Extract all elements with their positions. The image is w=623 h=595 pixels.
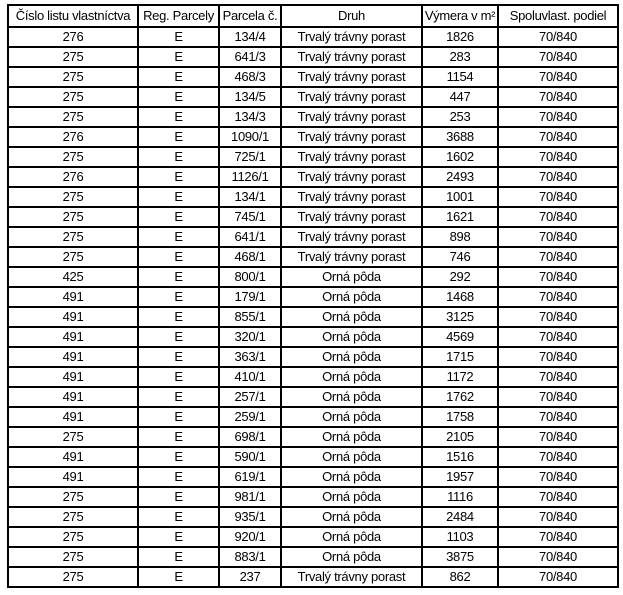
cell-druh: Trvalý trávny porast — [281, 127, 422, 147]
cell-podiel: 70/840 — [498, 527, 618, 547]
cell-cislo-listu: 491 — [8, 407, 138, 427]
cell-podiel: 70/840 — [498, 407, 618, 427]
cell-reg-parcely: E — [138, 367, 219, 387]
cell-druh: Orná pôda — [281, 347, 422, 367]
table-row — [8, 447, 618, 467]
cell-vymera: 1957 — [422, 467, 498, 487]
cell-cislo-listu: 491 — [8, 347, 138, 367]
cell-parcela-c: 134/1 — [219, 187, 281, 207]
cell-druh: Trvalý trávny porast — [281, 67, 422, 87]
cell-vymera: 2484 — [422, 507, 498, 527]
cell-reg-parcely: E — [138, 207, 219, 227]
cell-vymera: 1758 — [422, 407, 498, 427]
table-row — [8, 287, 618, 307]
cell-druh: Trvalý trávny porast — [281, 167, 422, 187]
cell-vymera: 1154 — [422, 67, 498, 87]
table-row — [8, 487, 618, 507]
cell-druh: Trvalý trávny porast — [281, 187, 422, 207]
cell-reg-parcely: E — [138, 87, 219, 107]
cell-vymera: 1516 — [422, 447, 498, 467]
cell-podiel: 70/840 — [498, 147, 618, 167]
cell-parcela-c: 363/1 — [219, 347, 281, 367]
table-row — [8, 87, 618, 107]
cell-vymera: 746 — [422, 247, 498, 267]
cell-cislo-listu: 275 — [8, 547, 138, 567]
cell-parcela-c: 134/5 — [219, 87, 281, 107]
cell-cislo-listu: 275 — [8, 227, 138, 247]
cell-reg-parcely: E — [138, 527, 219, 547]
header-row — [8, 5, 618, 27]
cell-podiel: 70/840 — [498, 447, 618, 467]
header-vymera: Výmera v m² — [422, 5, 498, 27]
cell-podiel: 70/840 — [498, 307, 618, 327]
cell-cislo-listu: 275 — [8, 67, 138, 87]
cell-podiel: 70/840 — [498, 127, 618, 147]
cell-podiel: 70/840 — [498, 387, 618, 407]
cell-podiel: 70/840 — [498, 467, 618, 487]
cell-vymera: 1468 — [422, 287, 498, 307]
cell-reg-parcely: E — [138, 347, 219, 367]
cell-parcela-c: 641/1 — [219, 227, 281, 247]
cell-podiel: 70/840 — [498, 547, 618, 567]
cell-druh: Trvalý trávny porast — [281, 27, 422, 47]
cell-druh: Orná pôda — [281, 367, 422, 387]
table-header — [8, 5, 618, 27]
cell-vymera: 292 — [422, 267, 498, 287]
cell-druh: Orná pôda — [281, 527, 422, 547]
table-row — [8, 307, 618, 327]
cell-reg-parcely: E — [138, 507, 219, 527]
table-row — [8, 347, 618, 367]
cell-reg-parcely: E — [138, 467, 219, 487]
cell-vymera: 1001 — [422, 187, 498, 207]
cell-druh: Orná pôda — [281, 307, 422, 327]
cell-reg-parcely: E — [138, 127, 219, 147]
header-spoluvlast-podiel: Spoluvlast. podiel — [498, 5, 618, 27]
cell-podiel: 70/840 — [498, 67, 618, 87]
cell-cislo-listu: 275 — [8, 527, 138, 547]
cell-reg-parcely: E — [138, 167, 219, 187]
cell-parcela-c: 855/1 — [219, 307, 281, 327]
cell-druh: Orná pôda — [281, 327, 422, 347]
cell-reg-parcely: E — [138, 247, 219, 267]
header-druh: Druh — [281, 5, 422, 27]
cell-parcela-c: 698/1 — [219, 427, 281, 447]
cell-vymera: 3875 — [422, 547, 498, 567]
cell-reg-parcely: E — [138, 487, 219, 507]
cell-vymera: 1602 — [422, 147, 498, 167]
cell-reg-parcely: E — [138, 227, 219, 247]
cell-vymera: 3125 — [422, 307, 498, 327]
cell-vymera: 862 — [422, 567, 498, 587]
table-row — [8, 547, 618, 567]
cell-cislo-listu: 275 — [8, 47, 138, 67]
table-row — [8, 367, 618, 387]
cell-vymera: 2493 — [422, 167, 498, 187]
cell-parcela-c: 134/3 — [219, 107, 281, 127]
cell-vymera: 1116 — [422, 487, 498, 507]
cell-reg-parcely: E — [138, 107, 219, 127]
cell-cislo-listu: 275 — [8, 187, 138, 207]
cell-druh: Orná pôda — [281, 487, 422, 507]
cell-druh: Trvalý trávny porast — [281, 247, 422, 267]
cell-podiel: 70/840 — [498, 87, 618, 107]
table-row — [8, 247, 618, 267]
table-row — [8, 127, 618, 147]
cell-vymera: 1826 — [422, 27, 498, 47]
cell-parcela-c: 179/1 — [219, 287, 281, 307]
cell-vymera: 3688 — [422, 127, 498, 147]
cell-podiel: 70/840 — [498, 167, 618, 187]
cell-cislo-listu: 425 — [8, 267, 138, 287]
cell-druh: Trvalý trávny porast — [281, 207, 422, 227]
table-row — [8, 187, 618, 207]
table-body — [8, 27, 618, 587]
cell-cislo-listu: 275 — [8, 427, 138, 447]
cell-reg-parcely: E — [138, 387, 219, 407]
cell-reg-parcely: E — [138, 187, 219, 207]
cell-druh: Orná pôda — [281, 267, 422, 287]
cell-vymera: 2105 — [422, 427, 498, 447]
cell-parcela-c: 883/1 — [219, 547, 281, 567]
cell-cislo-listu: 275 — [8, 207, 138, 227]
table-row — [8, 27, 618, 47]
cell-parcela-c: 981/1 — [219, 487, 281, 507]
cell-cislo-listu: 491 — [8, 327, 138, 347]
cell-cislo-listu: 275 — [8, 147, 138, 167]
cell-cislo-listu: 275 — [8, 87, 138, 107]
cell-vymera: 898 — [422, 227, 498, 247]
cell-vymera: 1715 — [422, 347, 498, 367]
table-row — [8, 207, 618, 227]
cell-druh: Trvalý trávny porast — [281, 87, 422, 107]
cell-vymera: 4569 — [422, 327, 498, 347]
table-row — [8, 167, 618, 187]
cell-vymera: 283 — [422, 47, 498, 67]
cell-reg-parcely: E — [138, 47, 219, 67]
header-cislo-listu-vlastnictva: Číslo listu vlastníctva — [8, 5, 138, 27]
table-row — [8, 267, 618, 287]
cell-podiel: 70/840 — [498, 327, 618, 347]
cell-podiel: 70/840 — [498, 487, 618, 507]
cell-vymera: 1621 — [422, 207, 498, 227]
cell-druh: Trvalý trávny porast — [281, 107, 422, 127]
cell-podiel: 70/840 — [498, 207, 618, 227]
cell-cislo-listu: 275 — [8, 507, 138, 527]
cell-parcela-c: 725/1 — [219, 147, 281, 167]
cell-cislo-listu: 491 — [8, 467, 138, 487]
table-row — [8, 147, 618, 167]
cell-druh: Trvalý trávny porast — [281, 47, 422, 67]
cell-podiel: 70/840 — [498, 247, 618, 267]
cell-parcela-c: 619/1 — [219, 467, 281, 487]
cell-druh: Orná pôda — [281, 547, 422, 567]
cell-parcela-c: 259/1 — [219, 407, 281, 427]
cell-druh: Trvalý trávny porast — [281, 227, 422, 247]
cell-parcela-c: 590/1 — [219, 447, 281, 467]
cell-parcela-c: 1126/1 — [219, 167, 281, 187]
table-row — [8, 567, 618, 587]
cell-podiel: 70/840 — [498, 567, 618, 587]
cell-reg-parcely: E — [138, 287, 219, 307]
header-parcela-c: Parcela č. — [219, 5, 281, 27]
cell-cislo-listu: 491 — [8, 307, 138, 327]
table-row — [8, 67, 618, 87]
cell-parcela-c: 320/1 — [219, 327, 281, 347]
cell-vymera: 447 — [422, 87, 498, 107]
cell-reg-parcely: E — [138, 267, 219, 287]
cell-reg-parcely: E — [138, 307, 219, 327]
cell-parcela-c: 237 — [219, 567, 281, 587]
cell-druh: Orná pôda — [281, 467, 422, 487]
cell-druh: Orná pôda — [281, 287, 422, 307]
cell-parcela-c: 920/1 — [219, 527, 281, 547]
table-row — [8, 47, 618, 67]
cell-parcela-c: 641/3 — [219, 47, 281, 67]
cell-parcela-c: 1090/1 — [219, 127, 281, 147]
cell-druh: Orná pôda — [281, 427, 422, 447]
cell-vymera: 253 — [422, 107, 498, 127]
table-row — [8, 107, 618, 127]
cell-cislo-listu: 275 — [8, 567, 138, 587]
cell-vymera: 1762 — [422, 387, 498, 407]
cell-cislo-listu: 491 — [8, 287, 138, 307]
table-row — [8, 427, 618, 447]
cell-cislo-listu: 275 — [8, 487, 138, 507]
header-reg-parcely: Reg. Parcely — [138, 5, 219, 27]
cell-podiel: 70/840 — [498, 227, 618, 247]
cell-druh: Trvalý trávny porast — [281, 567, 422, 587]
cell-parcela-c: 745/1 — [219, 207, 281, 227]
land-registry-table — [7, 4, 619, 588]
cell-parcela-c: 257/1 — [219, 387, 281, 407]
table-row — [8, 527, 618, 547]
table-row — [8, 387, 618, 407]
cell-parcela-c: 935/1 — [219, 507, 281, 527]
table-row — [8, 407, 618, 427]
cell-podiel: 70/840 — [498, 187, 618, 207]
cell-reg-parcely: E — [138, 547, 219, 567]
table-row — [8, 227, 618, 247]
cell-podiel: 70/840 — [498, 427, 618, 447]
cell-reg-parcely: E — [138, 327, 219, 347]
cell-podiel: 70/840 — [498, 107, 618, 127]
cell-vymera: 1172 — [422, 367, 498, 387]
cell-reg-parcely: E — [138, 567, 219, 587]
cell-reg-parcely: E — [138, 27, 219, 47]
cell-podiel: 70/840 — [498, 47, 618, 67]
cell-cislo-listu: 491 — [8, 367, 138, 387]
cell-druh: Orná pôda — [281, 407, 422, 427]
cell-parcela-c: 468/3 — [219, 67, 281, 87]
cell-reg-parcely: E — [138, 427, 219, 447]
table-row — [8, 467, 618, 487]
cell-vymera: 1103 — [422, 527, 498, 547]
cell-cislo-listu: 491 — [8, 387, 138, 407]
table-row — [8, 327, 618, 347]
cell-podiel: 70/840 — [498, 267, 618, 287]
cell-cislo-listu: 275 — [8, 107, 138, 127]
cell-druh: Trvalý trávny porast — [281, 147, 422, 167]
cell-cislo-listu: 276 — [8, 127, 138, 147]
cell-cislo-listu: 276 — [8, 167, 138, 187]
cell-cislo-listu: 276 — [8, 27, 138, 47]
cell-parcela-c: 134/4 — [219, 27, 281, 47]
cell-podiel: 70/840 — [498, 27, 618, 47]
cell-parcela-c: 410/1 — [219, 367, 281, 387]
cell-reg-parcely: E — [138, 407, 219, 427]
cell-parcela-c: 800/1 — [219, 267, 281, 287]
cell-reg-parcely: E — [138, 147, 219, 167]
cell-podiel: 70/840 — [498, 347, 618, 367]
cell-druh: Orná pôda — [281, 387, 422, 407]
cell-cislo-listu: 491 — [8, 447, 138, 467]
table-row — [8, 507, 618, 527]
cell-parcela-c: 468/1 — [219, 247, 281, 267]
cell-podiel: 70/840 — [498, 507, 618, 527]
cell-reg-parcely: E — [138, 67, 219, 87]
cell-druh: Orná pôda — [281, 447, 422, 467]
cell-druh: Orná pôda — [281, 507, 422, 527]
cell-podiel: 70/840 — [498, 367, 618, 387]
cell-podiel: 70/840 — [498, 287, 618, 307]
cell-reg-parcely: E — [138, 447, 219, 467]
cell-cislo-listu: 275 — [8, 247, 138, 267]
